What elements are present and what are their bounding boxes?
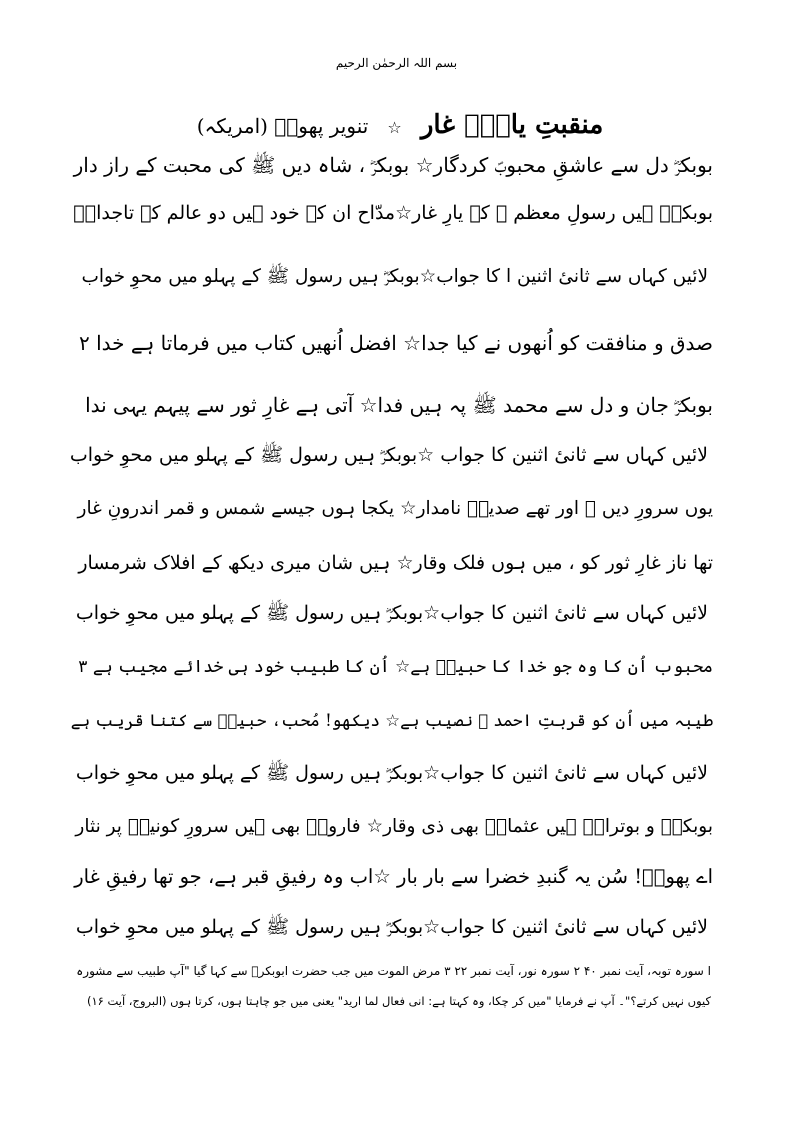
poem-line-5: یوں سرورِ دیں ﷺ اور تھے صدیقؓ نامدار☆ یکجا ہوں جیسے شمس و قمر اندرونِ غار [77,498,713,519]
poem-line-6: تھا ناز غارِ ثور کو ، میں ہوں فلک وقار☆ ہیں شان میری دیکھ کے افلاک شرمسار [78,552,713,574]
poem-line-4: بوبکرؓ جان و دل سے محمد ﷺ پہ ہیں فدا☆ آتی ہے غارِ ثور سے پیہم یہی ندا [85,393,713,417]
poem-refrain-5: لائیں کہاں سے ثانیٔ اثنین کا جواب☆بوبکرؓ ہیں رسول ﷺ کے پہلو میں محوِ خواب [75,916,708,938]
poem-author: تنویر پھولؔ (امریکہ) [196,114,369,138]
poem-title-row [60,110,740,140]
poem-line-2: بوبکرؓ ہیں رسولِ معظم ﷺ کے یارِ غار☆مدّاح ان کے خود ہیں دو عالم کے تاجدارؐ [73,202,713,224]
poem-line-8: طیبہ میں اُن کو قربتِ احمد ﷺ نصیب ہے☆ دیکھو! مُحب، حبیبؐ سے کتنا قریب ہے [70,711,713,730]
poem-line-10: اے پھولؔ! سُن یہ گنبدِ خضرا سے بار بار ☆اب وہ رفیقِ قبر ہے، جو تھا رفیقِ غار [74,865,713,888]
poem-title: منقبتِ یارِؓ غار [420,110,604,140]
poem-refrain-4: لائیں کہاں سے ثانیٔ اثنین کا جواب☆بوبکرؓ ہیں رسول ﷺ کے پہلو میں محوِ خواب [75,762,708,784]
star-separator-icon: ☆ [387,118,402,137]
poem-line-9: بوبکرؓ و بوترابؓ ہیں عثمانؓ بھی ذی وقار☆ فاروقؓ بھی ہیں سرورِ کونینؐ پر نثار [75,816,713,837]
poem-line-1: بوبکرؓ دل سے عاشقِ محبوبؐ کردگار☆ بوبکرؓ ، شاہ دیں ﷺ کی محبت کے راز دار [73,153,713,177]
poem-line-7: محبوب اُن کا وہ جو خدا کا حبیبؐ ہے☆ اُن کا طبیب خود ہی خدائے مجیب ہے ۳ [78,657,713,677]
bismillah-header: بسم اللہ الرحمٰن الرحیم [335,56,458,70]
poem-line-3: صدق و منافقت کو اُنھوں نے کیا جدا☆ افضل اُنھیں کتاب میں فرماتا ہے خدا ۲ [78,331,713,355]
poem-refrain-2: لائیں کہاں سے ثانیٔ اثنین کا جواب ☆بوبکرؓ ہیں رسول ﷺ کے پہلو میں محوِ خواب [69,444,708,466]
poem-refrain-1: لائیں کہاں سے ثانیٔ اثنین ا کا جواب☆بوبکرؓ ہیں رسول ﷺ کے پہلو میں محوِ خواب [81,266,708,287]
footnote-line-1: ا سورہ توبہ، آیت نمبر ۴۰ ۲ سورہ نور، آیت نمبر ۲۲ ۳ مرض الموت میں جب حضرت ابوبکرؓ سے کہا گیا "آپ طبیب سے مشورہ [76,964,711,978]
footnote-line-2: کیوں نہیں کرتے؟"۔ آپ نے فرمایا "میں کر چکا، وہ کہتا ہے: انی فعال لما ارید" یعنی میں جو چاہتا ہوں، کرتا ہوں (البروج، آیت ۱۶) [86,994,711,1008]
poem-refrain-3: لائیں کہاں سے ثانیٔ اثنین کا جواب☆بوبکرؓ ہیں رسول ﷺ کے پہلو میں محوِ خواب [75,602,708,624]
